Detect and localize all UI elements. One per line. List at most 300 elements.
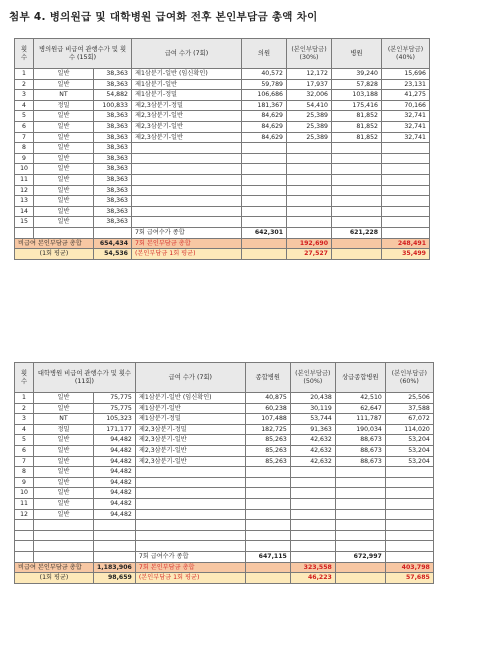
blank-cell [245, 541, 290, 552]
blank-cell [385, 551, 433, 562]
total-label: 비급여 본인부담금 총합 [15, 238, 94, 249]
exam-type: 일반 [34, 143, 94, 154]
pay-item: 제1삼분기-정밀 [132, 90, 242, 101]
total-row [15, 562, 434, 573]
pay-item [132, 164, 242, 175]
copay-value: 114,020 [385, 424, 433, 435]
copay-value: 53,744 [290, 414, 335, 425]
nonpay-fee: 38,363 [94, 143, 132, 154]
exam-type: 일반 [34, 132, 94, 143]
copay-value [385, 509, 433, 520]
exam-type: 일반 [34, 111, 94, 122]
copay-value: 23,131 [382, 79, 430, 90]
table-row [15, 121, 430, 132]
nonpay-fee: 38,363 [94, 111, 132, 122]
copay-value: 41,275 [382, 90, 430, 101]
copay-value: 91,363 [290, 424, 335, 435]
pay-item: 제1삼분기-일반 [135, 403, 245, 414]
row-number: 6 [15, 445, 34, 456]
row-number: 10 [15, 488, 34, 499]
blank-cell [94, 227, 132, 238]
table-row [15, 174, 430, 185]
sum-label: 7회 급여수가 종합 [132, 227, 242, 238]
fee-value: 182,725 [245, 424, 290, 435]
blank-cell [242, 238, 287, 249]
pay-item: 제2,3삼분기-일반 [135, 445, 245, 456]
blank-row [15, 530, 434, 541]
blank-row [15, 520, 434, 531]
blank-cell [385, 530, 433, 541]
blank-cell [245, 562, 290, 573]
copay-value [382, 206, 430, 217]
blank-cell [135, 520, 245, 531]
fee-value: 88,673 [335, 445, 385, 456]
nonpay-fee: 94,482 [94, 488, 136, 499]
blank-cell [34, 530, 94, 541]
header-general-hospital: 종합병원 [245, 363, 290, 393]
blank-cell [290, 530, 335, 541]
fee-value: 106,686 [242, 90, 287, 101]
blank-cell [290, 541, 335, 552]
row-number: 9 [15, 477, 34, 488]
average-nonpay-value: 54,536 [94, 249, 132, 260]
pay-item [132, 174, 242, 185]
row-number: 3 [15, 90, 34, 101]
fee-value: 84,629 [242, 132, 287, 143]
university-hospital-cost-table [14, 362, 434, 584]
blank-cell [335, 541, 385, 552]
exam-type: 일반 [34, 445, 94, 456]
fee-value [245, 498, 290, 509]
copay-value: 54,410 [287, 100, 332, 111]
header-pay-fee: 급여 수가 (7회) [132, 39, 242, 69]
exam-type: 일반 [34, 185, 94, 196]
table-row [15, 153, 430, 164]
copay-value: 42,632 [290, 456, 335, 467]
copay-value: 12,172 [287, 69, 332, 80]
pay-item: 제2,3삼분기-일반 [132, 121, 242, 132]
nonpay-fee: 100,833 [94, 100, 132, 111]
copay-value [287, 206, 332, 217]
blank-cell [34, 541, 94, 552]
nonpay-fee: 75,775 [94, 393, 136, 404]
copay-value [382, 164, 430, 175]
nonpay-fee: 38,363 [94, 185, 132, 196]
copay-value [290, 498, 335, 509]
pay-item [132, 143, 242, 154]
exam-type: 일반 [34, 498, 94, 509]
table-row [15, 90, 430, 101]
blank-cell [242, 249, 287, 260]
fee-value [245, 467, 290, 478]
fee-value [335, 488, 385, 499]
row-number: 1 [15, 69, 34, 80]
header-tertiary-hospital: 상급종합병원 [335, 363, 385, 393]
fee-value: 40,875 [245, 393, 290, 404]
pay-item [132, 206, 242, 217]
pay-item: 제2,3삼분기-일반 [135, 435, 245, 446]
table-row [15, 164, 430, 175]
pay-item: 제2,3삼분기-일반 [135, 456, 245, 467]
copay-value: 42,632 [290, 435, 335, 446]
exam-type: 일반 [34, 488, 94, 499]
pay-item [135, 498, 245, 509]
copay-value [385, 467, 433, 478]
table-row [15, 467, 434, 478]
copay-value [290, 488, 335, 499]
table-row [15, 403, 434, 414]
blank-cell [245, 520, 290, 531]
pay-item [135, 477, 245, 488]
copay-value [287, 217, 332, 228]
row-number: 10 [15, 164, 34, 175]
pay-item [135, 488, 245, 499]
exam-type: 일반 [34, 69, 94, 80]
header-hospital: 병원 [332, 39, 382, 69]
nonpay-fee: 38,363 [94, 174, 132, 185]
copay-value [382, 143, 430, 154]
copay-value [290, 467, 335, 478]
row-number: 5 [15, 111, 34, 122]
copay-value [287, 196, 332, 207]
row-number: 15 [15, 217, 34, 228]
exam-type: 일반 [34, 509, 94, 520]
fee-value: 60,238 [245, 403, 290, 414]
exam-type: NT [34, 414, 94, 425]
blank-cell [135, 530, 245, 541]
fee-value [245, 509, 290, 520]
pay-item [132, 217, 242, 228]
total-copay-value: 248,491 [382, 238, 430, 249]
copay-value [385, 498, 433, 509]
fee-value [335, 467, 385, 478]
fee-value [245, 488, 290, 499]
pay-item: 제2,3삼분기-일반 [132, 132, 242, 143]
pay-item: 제1삼분기-일반 [132, 79, 242, 90]
blank-cell [15, 227, 34, 238]
copay-value [290, 509, 335, 520]
total-copay-label: 7회 본인부담금 총합 [132, 238, 242, 249]
blank-cell [34, 227, 94, 238]
header-nonpay-fee: 대학병원 비급여 관행수가 및 횟수 (11회) [34, 363, 136, 393]
copay-value [382, 174, 430, 185]
total-label: 비급여 본인부담금 총합 [15, 562, 94, 573]
row-number: 1 [15, 393, 34, 404]
fee-value [242, 164, 287, 175]
fee-value [242, 185, 287, 196]
fee-value: 40,572 [242, 69, 287, 80]
average-copay-value: 35,499 [382, 249, 430, 260]
row-number: 14 [15, 206, 34, 217]
nonpay-fee: 54,882 [94, 90, 132, 101]
nonpay-fee: 94,482 [94, 435, 136, 446]
fee-value [332, 196, 382, 207]
exam-type: 일반 [34, 79, 94, 90]
fee-value: 81,852 [332, 121, 382, 132]
exam-type: 일반 [34, 164, 94, 175]
nonpay-fee: 38,363 [94, 79, 132, 90]
copay-value: 15,696 [382, 69, 430, 80]
sum-row [15, 551, 434, 562]
fee-value [245, 477, 290, 488]
row-number: 4 [15, 424, 34, 435]
copay-value [382, 217, 430, 228]
blank-cell [135, 541, 245, 552]
fee-value [242, 153, 287, 164]
sum-label: 7회 급여수가 종합 [135, 551, 245, 562]
copay-value: 25,389 [287, 121, 332, 132]
table-row [15, 435, 434, 446]
blank-cell [15, 541, 34, 552]
table-row [15, 143, 430, 154]
fee-value [332, 185, 382, 196]
average-label: (1회 평균) [15, 249, 94, 260]
exam-type: 일반 [34, 153, 94, 164]
fee-value [332, 217, 382, 228]
fee-value [242, 206, 287, 217]
exam-type: 일반 [34, 456, 94, 467]
blank-cell [290, 520, 335, 531]
table-row [15, 69, 430, 80]
fee-value [242, 196, 287, 207]
nonpay-fee: 94,482 [94, 467, 136, 478]
copay-value [382, 185, 430, 196]
fee-value: 111,787 [335, 414, 385, 425]
fee-value: 85,263 [245, 445, 290, 456]
row-number: 12 [15, 185, 34, 196]
average-row [15, 249, 430, 260]
table-row [15, 414, 434, 425]
document-title: 첨부 4. 병의원급 및 대학병원 급여화 전후 본인부담금 총액 차이 [9, 11, 318, 23]
copay-value: 17,937 [287, 79, 332, 90]
nonpay-fee: 94,482 [94, 498, 136, 509]
blank-cell [332, 238, 382, 249]
nonpay-fee: 38,363 [94, 121, 132, 132]
header-clinic: 의원 [242, 39, 287, 69]
copay-value: 53,204 [385, 435, 433, 446]
exam-type: 일반 [34, 403, 94, 414]
pay-item: 제2,3삼분기-정밀 [135, 424, 245, 435]
copay-value: 25,389 [287, 111, 332, 122]
average-copay-label: (본인부담금 1회 평균) [132, 249, 242, 260]
table-row [15, 111, 430, 122]
fee-value: 181,367 [242, 100, 287, 111]
nonpay-fee: 38,363 [94, 153, 132, 164]
pay-item: 제2,3삼분기-정밀 [132, 100, 242, 111]
copay-value: 30,119 [290, 403, 335, 414]
sum-row [15, 227, 430, 238]
average-copay-value: 27,527 [287, 249, 332, 260]
blank-row [15, 541, 434, 552]
blank-cell [287, 227, 332, 238]
table-row [15, 393, 434, 404]
copay-value [385, 477, 433, 488]
total-copay-value: 403,798 [385, 562, 433, 573]
blank-cell [335, 573, 385, 584]
header-clinic-copay: (본인부담금) (30%) [287, 39, 332, 69]
header-count: 횟수 [15, 39, 34, 69]
fee-value [332, 143, 382, 154]
table-header-row [15, 39, 430, 69]
fee-value [332, 206, 382, 217]
copay-value: 67,072 [385, 414, 433, 425]
blank-cell [245, 530, 290, 541]
total-copay-value: 192,690 [287, 238, 332, 249]
row-number: 7 [15, 456, 34, 467]
header-nonpay-fee: 병의원급 비급여 관행수가 및 횟수 (15회) [34, 39, 132, 69]
fee-value [335, 509, 385, 520]
row-number: 7 [15, 132, 34, 143]
copay-value: 20,438 [290, 393, 335, 404]
header-count: 횟수 [15, 363, 34, 393]
total-nonpay-value: 1,183,906 [94, 562, 136, 573]
average-copay-label: (본인부담금 1회 평균) [135, 573, 245, 584]
sum-fee: 642,301 [242, 227, 287, 238]
fee-value: 81,852 [332, 132, 382, 143]
pay-item: 제1삼분기-일반 (임신확인) [132, 69, 242, 80]
copay-value [382, 196, 430, 207]
copay-value [290, 477, 335, 488]
copay-value [382, 153, 430, 164]
exam-type: 일반 [34, 477, 94, 488]
copay-value: 32,006 [287, 90, 332, 101]
nonpay-fee: 38,363 [94, 217, 132, 228]
total-copay-label: 7회 본인부담금 총합 [135, 562, 245, 573]
table-row [15, 477, 434, 488]
nonpay-fee: 75,775 [94, 403, 136, 414]
nonpay-fee: 94,482 [94, 445, 136, 456]
table-row [15, 424, 434, 435]
fee-value [242, 143, 287, 154]
blank-cell [385, 520, 433, 531]
total-copay-value: 323,558 [290, 562, 335, 573]
sum-fee: 672,997 [335, 551, 385, 562]
blank-cell [94, 551, 136, 562]
fee-value: 175,416 [332, 100, 382, 111]
fee-value: 107,488 [245, 414, 290, 425]
fee-value: 59,789 [242, 79, 287, 90]
row-number: 8 [15, 143, 34, 154]
header-general-copay: (본인부담금) (50%) [290, 363, 335, 393]
average-copay-value: 46,223 [290, 573, 335, 584]
fee-value: 103,188 [332, 90, 382, 101]
row-number: 6 [15, 121, 34, 132]
table-row [15, 488, 434, 499]
exam-type: 일반 [34, 196, 94, 207]
table-row [15, 509, 434, 520]
pay-item: 제1삼분기-일반 (임신확인) [135, 393, 245, 404]
row-number: 11 [15, 174, 34, 185]
fee-value: 84,629 [242, 121, 287, 132]
row-number: 12 [15, 509, 34, 520]
copay-value [287, 174, 332, 185]
total-row [15, 238, 430, 249]
row-number: 2 [15, 403, 34, 414]
exam-type: 일반 [34, 467, 94, 478]
nonpay-fee: 94,482 [94, 477, 136, 488]
table-row [15, 456, 434, 467]
copay-value [385, 488, 433, 499]
fee-value [335, 498, 385, 509]
copay-value [287, 153, 332, 164]
copay-value: 32,741 [382, 121, 430, 132]
exam-type: 정밀 [34, 100, 94, 111]
table-row [15, 100, 430, 111]
row-number: 8 [15, 467, 34, 478]
average-row [15, 573, 434, 584]
blank-cell [245, 573, 290, 584]
total-nonpay-value: 654,434 [94, 238, 132, 249]
copay-value: 53,204 [385, 445, 433, 456]
nonpay-fee: 38,363 [94, 164, 132, 175]
row-number: 13 [15, 196, 34, 207]
blank-cell [290, 551, 335, 562]
nonpay-fee: 94,482 [94, 509, 136, 520]
pay-item [135, 467, 245, 478]
table-row [15, 132, 430, 143]
fee-value: 190,034 [335, 424, 385, 435]
copay-value: 25,389 [287, 132, 332, 143]
exam-type: 일반 [34, 217, 94, 228]
exam-type: 일반 [34, 121, 94, 132]
nonpay-fee: 105,323 [94, 414, 136, 425]
fee-value [332, 174, 382, 185]
copay-value: 32,741 [382, 132, 430, 143]
nonpay-fee: 38,363 [94, 69, 132, 80]
pay-item [135, 509, 245, 520]
exam-type: 일반 [34, 393, 94, 404]
row-number: 5 [15, 435, 34, 446]
fee-value: 88,673 [335, 456, 385, 467]
blank-cell [335, 530, 385, 541]
blank-cell [34, 520, 94, 531]
blank-cell [335, 520, 385, 531]
nonpay-fee: 38,363 [94, 196, 132, 207]
copay-value: 25,506 [385, 393, 433, 404]
table-header-row [15, 363, 434, 393]
nonpay-fee: 94,482 [94, 456, 136, 467]
copay-value [287, 185, 332, 196]
blank-cell [385, 541, 433, 552]
nonpay-fee: 38,363 [94, 132, 132, 143]
average-copay-value: 57,685 [385, 573, 433, 584]
row-number: 2 [15, 79, 34, 90]
exam-type: NT [34, 90, 94, 101]
table-row [15, 206, 430, 217]
blank-cell [382, 227, 430, 238]
blank-cell [15, 520, 34, 531]
fee-value [332, 164, 382, 175]
blank-cell [94, 541, 136, 552]
row-number: 3 [15, 414, 34, 425]
copay-value: 32,741 [382, 111, 430, 122]
fee-value: 81,852 [332, 111, 382, 122]
pay-item [132, 185, 242, 196]
table-row [15, 79, 430, 90]
copay-value: 53,204 [385, 456, 433, 467]
blank-cell [335, 562, 385, 573]
blank-cell [94, 520, 136, 531]
nonpay-fee: 38,363 [94, 206, 132, 217]
blank-cell [15, 530, 34, 541]
exam-type: 정밀 [34, 424, 94, 435]
copay-value: 70,166 [382, 100, 430, 111]
copay-value: 42,632 [290, 445, 335, 456]
row-number: 4 [15, 100, 34, 111]
fee-value: 62,647 [335, 403, 385, 414]
blank-cell [15, 551, 34, 562]
fee-value: 85,263 [245, 435, 290, 446]
